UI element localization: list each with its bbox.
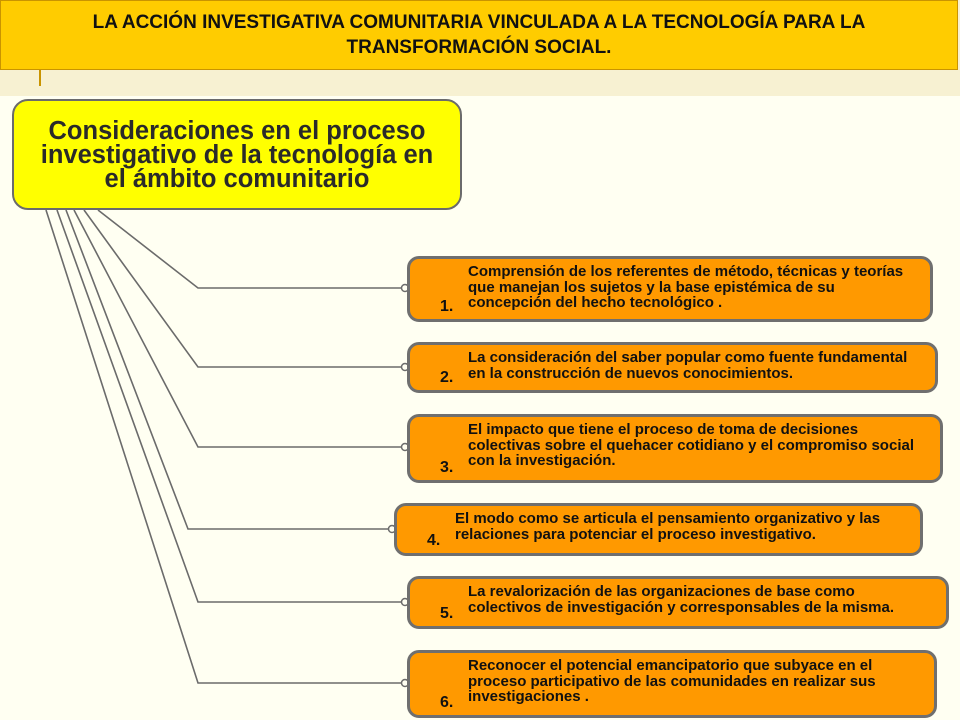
item-text: Reconocer el potencial emancipatorio que subyace en el proceso participativo de las comunidades en realizar sus investigaciones . <box>468 657 876 705</box>
item-text: La consideración del saber popular como fuente fundamental en la construcción de nuevos conocimientos. <box>468 349 908 382</box>
item-box-1 <box>407 256 933 322</box>
item-number: 4. <box>427 532 441 549</box>
item-text: Comprensión de los referentes de método, técnicas y teorías que manejan los sujetos y la base epistémica de su concepción del hecho tecnológico . <box>468 263 904 311</box>
connector-1 <box>98 210 403 288</box>
connector-3 <box>74 210 403 447</box>
item-box-5 <box>407 576 949 629</box>
item-box-4 <box>394 503 923 556</box>
item-number: 1. <box>440 298 454 315</box>
item-number: 6. <box>440 694 454 711</box>
item-number: 5. <box>440 605 454 622</box>
item-number: 2. <box>440 369 454 386</box>
item-text: La revalorización de las organizaciones de base como colectivos de investigación y corresponsables de la misma. <box>468 583 895 616</box>
item-box-2 <box>407 342 938 393</box>
item-number: 3. <box>440 459 454 476</box>
item-box-3 <box>407 414 943 483</box>
item-box-6 <box>407 650 937 718</box>
slide-title: LA ACCIÓN INVESTIGATIVA COMUNITARIA VINCULADA A LA TECNOLOGÍA PARA LA TRANSFORMACIÓN SOCIAL. <box>92 12 866 58</box>
main-concept-label: Consideraciones en el proceso investigativo de la tecnología en el ámbito comunitario <box>40 116 434 193</box>
item-text: El modo como se articula el pensamiento organizativo y las relaciones para potenciar el proceso investigativo. <box>455 510 881 543</box>
item-text: El impacto que tiene el proceso de toma de decisiones colectivas sobre el quehacer cotidiano y el compromiso social con la investigación. <box>468 421 914 469</box>
main-concept-box <box>12 99 462 210</box>
